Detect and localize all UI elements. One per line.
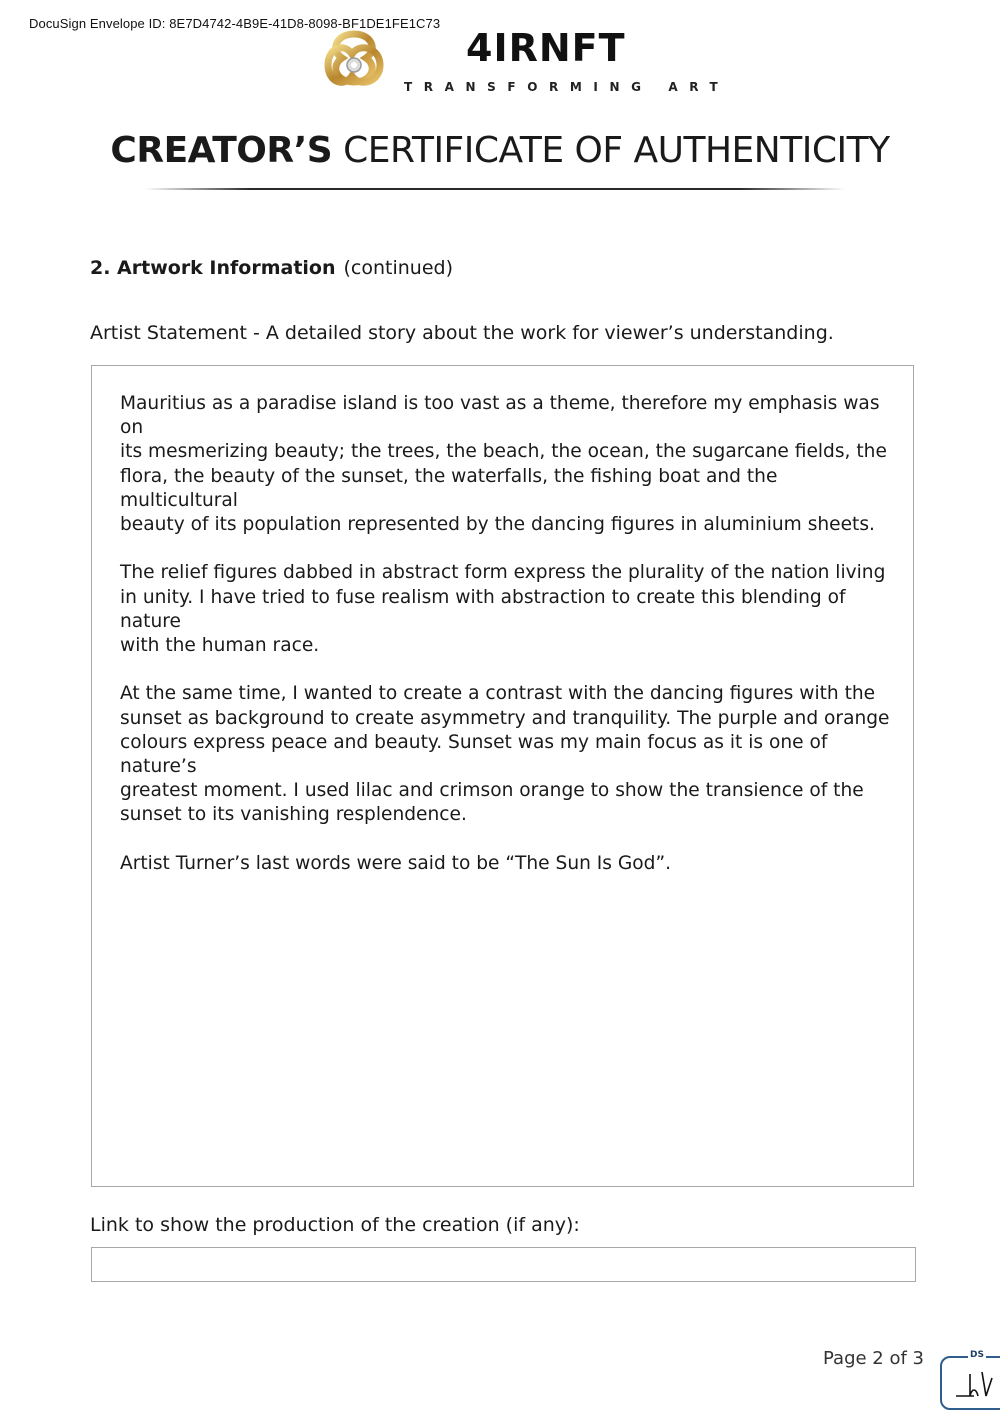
ds-label: DS (970, 1350, 984, 1360)
docusign-initials-stamp (940, 1350, 1000, 1410)
handwritten-initials-icon (952, 1366, 1000, 1406)
production-link-label: Link to show the production of the creation (if any): (90, 1214, 580, 1236)
artist-statement-field[interactable] (91, 365, 914, 1187)
title-divider (145, 188, 845, 190)
brand-name: 4IRNFT (466, 26, 626, 70)
certificate-title-light: CERTIFICATE OF AUTHENTICITY (343, 130, 890, 171)
certificate-title (0, 130, 1000, 171)
statement-paragraph: Artist Turner’s last words were said to be “The Sun Is God”. (120, 852, 672, 874)
artist-statement-text (120, 392, 895, 900)
page-number: Page 2 of 3 (823, 1348, 924, 1369)
section-heading-note: (continued) (343, 257, 454, 279)
section-heading (90, 257, 453, 279)
production-link-field[interactable] (91, 1247, 916, 1282)
certificate-title-bold: CREATOR’S (110, 130, 333, 171)
artist-statement-label: Artist Statement - A detailed story about the work for viewer’s understanding. (90, 322, 834, 344)
gold-infinity-knot-logo-icon (316, 28, 392, 102)
brand-tagline: TRANSFORMING ART (404, 80, 730, 94)
statement-paragraph: Mauritius as a paradise island is too vast as a theme, therefore my emphasis was on its mesmerizing beauty; the trees, the beach, the ocean, the sugarcane fields, the flora, the beauty of the sunset, the waterfalls, the fishing boat and the multicultural beauty of its population represented by the dancing figures in aluminium sheets. (120, 393, 887, 536)
statement-paragraph: The relief figures dabbed in abstract form express the plurality of the nation living in unity. I have tried to fuse realism with abstraction to create this blending of nature with the human race. (120, 562, 886, 657)
section-heading-title: 2. Artwork Information (90, 257, 336, 279)
statement-paragraph: At the same time, I wanted to create a contrast with the dancing figures with the sunset as background to create asymmetry and tranquility. The purple and orange colours express peace and beauty. Sunset was my main focus as it is one of nature’s greatest moment. I used lilac and crimson orange to show the transience of the sunset to its vanishing resplendence. (120, 683, 890, 826)
envelope-id: DocuSign Envelope ID: 8E7D4742-4B9E-41D8-8098-BF1DE1FE1C73 (29, 16, 441, 31)
